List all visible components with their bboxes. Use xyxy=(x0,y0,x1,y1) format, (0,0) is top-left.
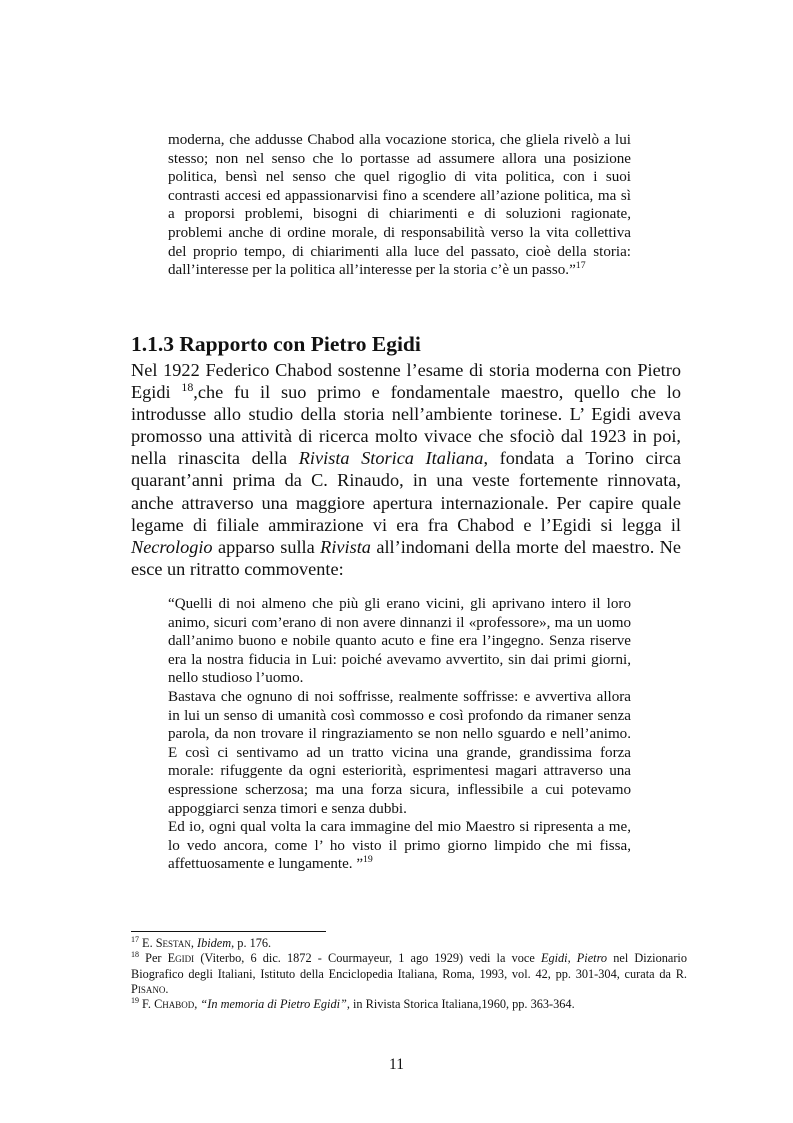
quote-paragraph-3-text: Ed io, ogni qual volta la cara immagine del mio Maestro si ripresenta a me, lo vedo ancora, come l’ ho visto il primo giorno limpido che mi fissa, affettuosamente e lungamente. ” xyxy=(168,819,631,873)
footnote-18-source: nel Dizionario Biografico degli Italiani, Istituto della Enciclopedia Italiana, Roma, 1993, vol. 42, pp. 301-304, curata da R. xyxy=(131,951,687,981)
footnote-19-title: “In memoria di Pietro Egidi” xyxy=(200,997,347,1012)
quote-paragraph-2: Bastava che ognuno di noi soffrisse, realmente soffrisse: e avvertiva allora in lui un senso di umanità così commosso e così profondo da rimaner senza parola, da non trovare il ringraziamento se non nello sguardo e nell’animo. E così ci sentivamo ad un tratto vicina una grande, grandissima forza morale: rifuggente da ogni esteriorità, esprimentesi magari attraverso una espressione scherzosa; ma una forza sicura, inflessibile a cui potevamo appoggiarci senza timori e senza dubbi. xyxy=(168,688,631,817)
footnote-17 xyxy=(131,936,687,951)
footnote-19-number: 19 xyxy=(131,996,139,1006)
body-text-3: , fondata a Torino circa quarant’anni prima da C. Rinaudo, in una veste fortemente rinnovata, anche attraverso una maggiore apertura internazionale. Per capire quale legame di filiale ammirazione vi era fra Chabod e l’Egidi si legga il xyxy=(131,448,681,535)
footnote-separator xyxy=(131,931,326,932)
footnote-18-number: 18 xyxy=(131,950,139,960)
section-heading: 1.1.3 Rapporto con Pietro Egidi xyxy=(131,332,421,356)
body-text-4: apparso sulla xyxy=(212,536,321,557)
body-paragraph xyxy=(131,359,681,580)
footnote-18-end: . xyxy=(165,981,169,996)
curator-name: Pisano xyxy=(131,981,166,996)
quote-text: moderna, che addusse Chabod alla vocazione storica, che gliela rivelò a lui stesso; non nel senso che lo portasse ad assumere allora una posizione politica, bensì nel senso che quel rigoglio di vita politica, con i suoi contrasti accesi ed appassionarvisi fino a scendere all’azione politica, ma sì a proporsi problemi, bisogni di chiarimenti e di soluzioni ragionate, problemi anche di ordine morale, di responsabilità verso la vita collettiva del proprio tempo, di chiarimenti alla luce del passato, cioè della storia: dall’interesse per la politica all’interesse per la storia c’è un passo.” xyxy=(168,132,631,279)
footnote-18-dates: (Viterbo, 6 dic. 1872 - Courmayeur, 1 ago 1929) vedi la voce xyxy=(194,951,541,966)
journal-title: Rivista Storica Italiana xyxy=(298,448,484,469)
footnote-18-text: Per xyxy=(138,951,168,966)
footnotes xyxy=(131,936,687,1012)
footnote-19-source: , in Rivista Storica Italiana,1960, pp. 363-364. xyxy=(346,997,575,1012)
body-text-1: Nel 1922 Federico Chabod sostenne l’esame di storia moderna con Pietro Egidi xyxy=(131,360,681,403)
footnote-18 xyxy=(131,951,687,997)
body-text-5: all’indomani della morte del maestro. Ne esce un ritratto commovente: xyxy=(131,536,681,579)
block-quote-continuation xyxy=(168,131,631,280)
author-name: Egidi xyxy=(167,951,195,966)
footnote-17-text: E. xyxy=(138,936,156,950)
footnote-18-entry: Egidi, Pietro xyxy=(540,951,608,966)
footnote-19 xyxy=(131,997,687,1012)
body-text-2: ,che fu il suo primo e fondamentale maestro, quello che lo introdusse allo studio della storia nell’ambiente torinese. L’ Egidi aveva promosso una attività di ricerca molto vivace che sfociò dal 1923 in poi, nella rinascita della xyxy=(131,382,681,469)
author-name: Chabod xyxy=(154,997,195,1012)
footnote-ref-19[interactable]: 19 xyxy=(363,854,373,866)
block-quote-necrologio xyxy=(168,595,631,874)
footnote-19-text: F. xyxy=(138,997,155,1012)
quote-paragraph-1: “Quelli di noi almeno che più gli erano vicini, gli aprivano intero il loro animo, sicuri com’erano di non avere dinnanzi il «professore», ma un uomo dall’animo buono e nobile quanto acuto e fine era l’ingegno. Senza riserve era la nostra fiducia in Lui: poiché avevamo avvertito, sin dai primi giorni, nello studioso l’uomo. xyxy=(168,596,631,687)
quote-paragraph-3 xyxy=(168,818,631,874)
footnote-17-ibidem: Ibidem xyxy=(197,936,232,950)
author-name: Sestan xyxy=(155,936,191,950)
footnote-ref-18[interactable]: 18 xyxy=(181,380,194,394)
page-number: 11 xyxy=(389,1056,404,1073)
necrologio-title: Necrologio xyxy=(131,536,213,557)
footnote-17-page: , p. 176. xyxy=(231,936,272,950)
footnote-17-number: 17 xyxy=(131,934,139,944)
footnote-17-sep: , xyxy=(190,936,197,950)
rivista-title: Rivista xyxy=(320,536,371,557)
footnote-19-sep: , xyxy=(194,997,201,1012)
footnote-ref-17[interactable]: 17 xyxy=(575,260,586,272)
